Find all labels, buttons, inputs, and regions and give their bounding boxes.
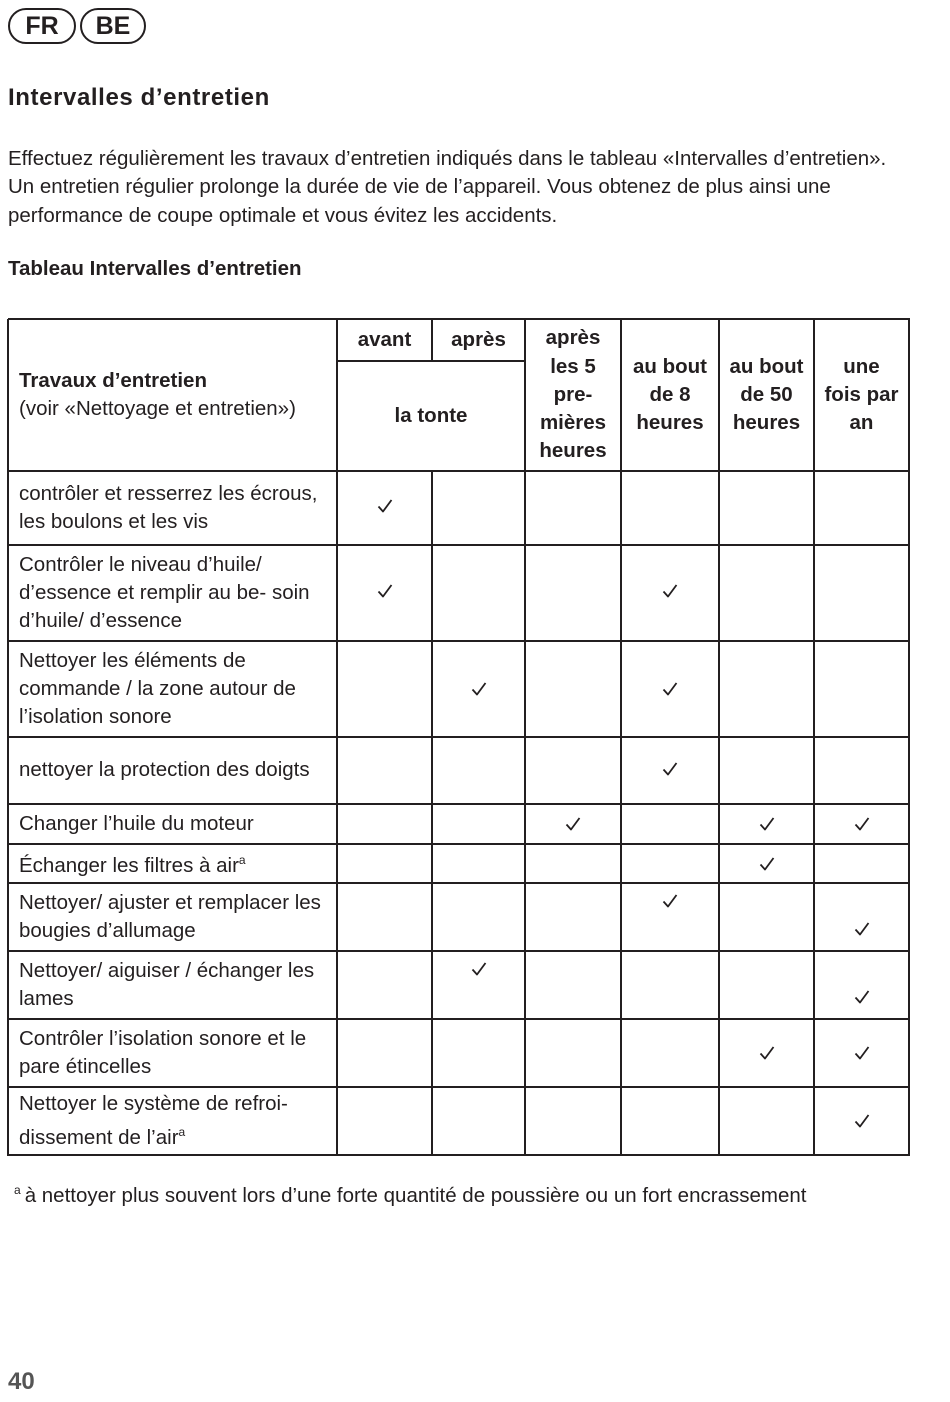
table-rule [336, 319, 338, 1156]
table-row-label: Contrôler l’isolation sonore et le pare étincelles [19, 1026, 307, 1078]
table-rule [8, 544, 910, 546]
footnote-marker: a [14, 1183, 21, 1197]
header-apres: après [451, 327, 506, 351]
table-rule [524, 319, 526, 1156]
check-icon [471, 681, 487, 697]
table-row-label: nettoyer la protection des doigts [19, 758, 310, 782]
header-la-tonte: la tonte [394, 403, 468, 427]
table-rule [620, 319, 622, 1156]
check-icon [471, 961, 487, 977]
check-icon [854, 1045, 870, 1061]
language-badges [8, 8, 146, 44]
table-row-label: Changer l’huile du moteur [19, 811, 254, 835]
header-maintenance-tasks [8, 319, 337, 471]
table-rule [8, 470, 910, 472]
table-rule [8, 640, 910, 642]
header-tasks-bold: Travaux d’entretien [19, 368, 207, 392]
table-rule [8, 803, 910, 805]
table-rule [8, 736, 910, 738]
check-icon [759, 816, 775, 832]
table-rule [908, 319, 910, 1156]
check-icon [854, 921, 870, 937]
table-rule [8, 1154, 910, 1156]
table-rule [431, 319, 433, 362]
table-rule [8, 843, 910, 845]
table-rule [8, 882, 910, 884]
header-avant: avant [357, 327, 412, 351]
table-title: Tableau Intervalles d’entretien [8, 257, 302, 280]
check-icon [565, 816, 581, 832]
table-rule [8, 1018, 910, 1020]
footnote-text: à nettoyer plus souvent lors d’une forte quantité de poussière ou un fort encrassement [24, 1184, 807, 1207]
table-rule [718, 319, 720, 1156]
table-row-label: Nettoyer/ aiguiser / échanger les lames [19, 958, 315, 1010]
check-icon [377, 583, 393, 599]
footnote [14, 1183, 806, 1208]
check-icon [662, 583, 678, 599]
check-icon [759, 856, 775, 872]
table-row-label: Nettoyer les éléments de commande / la zone autour de l’isolation sonore [19, 648, 296, 729]
check-icon [759, 1045, 775, 1061]
header-after-5-hours: après les 5 pre- mières heures [539, 326, 607, 463]
check-icon [662, 893, 678, 909]
language-badge-fr: FR [8, 8, 76, 44]
header-tasks-note: (voir «Nettoyage et entretien») [19, 397, 296, 420]
table-rule [8, 318, 910, 320]
table-rule [8, 950, 910, 952]
table-rule [431, 471, 433, 1156]
table-rule [8, 1086, 910, 1088]
header-after-50-hours: au bout de 50 heures [729, 354, 804, 435]
table-rule [7, 319, 9, 1156]
language-badge-be: BE [80, 8, 146, 44]
check-icon [662, 681, 678, 697]
table-row-label: Échanger les filtres à air$^a$ [19, 853, 246, 878]
check-icon [854, 989, 870, 1005]
page-number: 40 [8, 1368, 35, 1395]
table-row-label: Nettoyer/ ajuster et remplacer les bougies d’allumage [19, 890, 321, 942]
table-row-label: Contrôler le niveau d’huile/ d’essence et remplir au be- soin d’huile/ d’essence [19, 552, 310, 633]
table-row-label: Nettoyer le système de refroi- dissement de l’air$^a$ [19, 1091, 288, 1149]
section-title: Intervalles d’entretien [8, 84, 270, 111]
table-rule [813, 319, 815, 1156]
check-icon [662, 761, 678, 777]
header-once-a-year: une fois par an [824, 354, 899, 435]
table-row-label: contrôler et resserrez les écrous, les boulons et les vis [19, 481, 318, 533]
header-after-8-hours: au bout de 8 heures [632, 354, 707, 435]
intro-paragraph: Effectuez régulièrement les travaux d’entretien indiqués dans le tableau «Intervalles d’entretien». Un entretien régulier prolonge la durée de vie de l’appareil. Vous obtenez de plus ainsi une performance de coupe optimale et vous évitez les accidents. [8, 147, 887, 227]
check-icon [854, 1113, 870, 1129]
check-icon [854, 816, 870, 832]
check-icon [377, 498, 393, 514]
